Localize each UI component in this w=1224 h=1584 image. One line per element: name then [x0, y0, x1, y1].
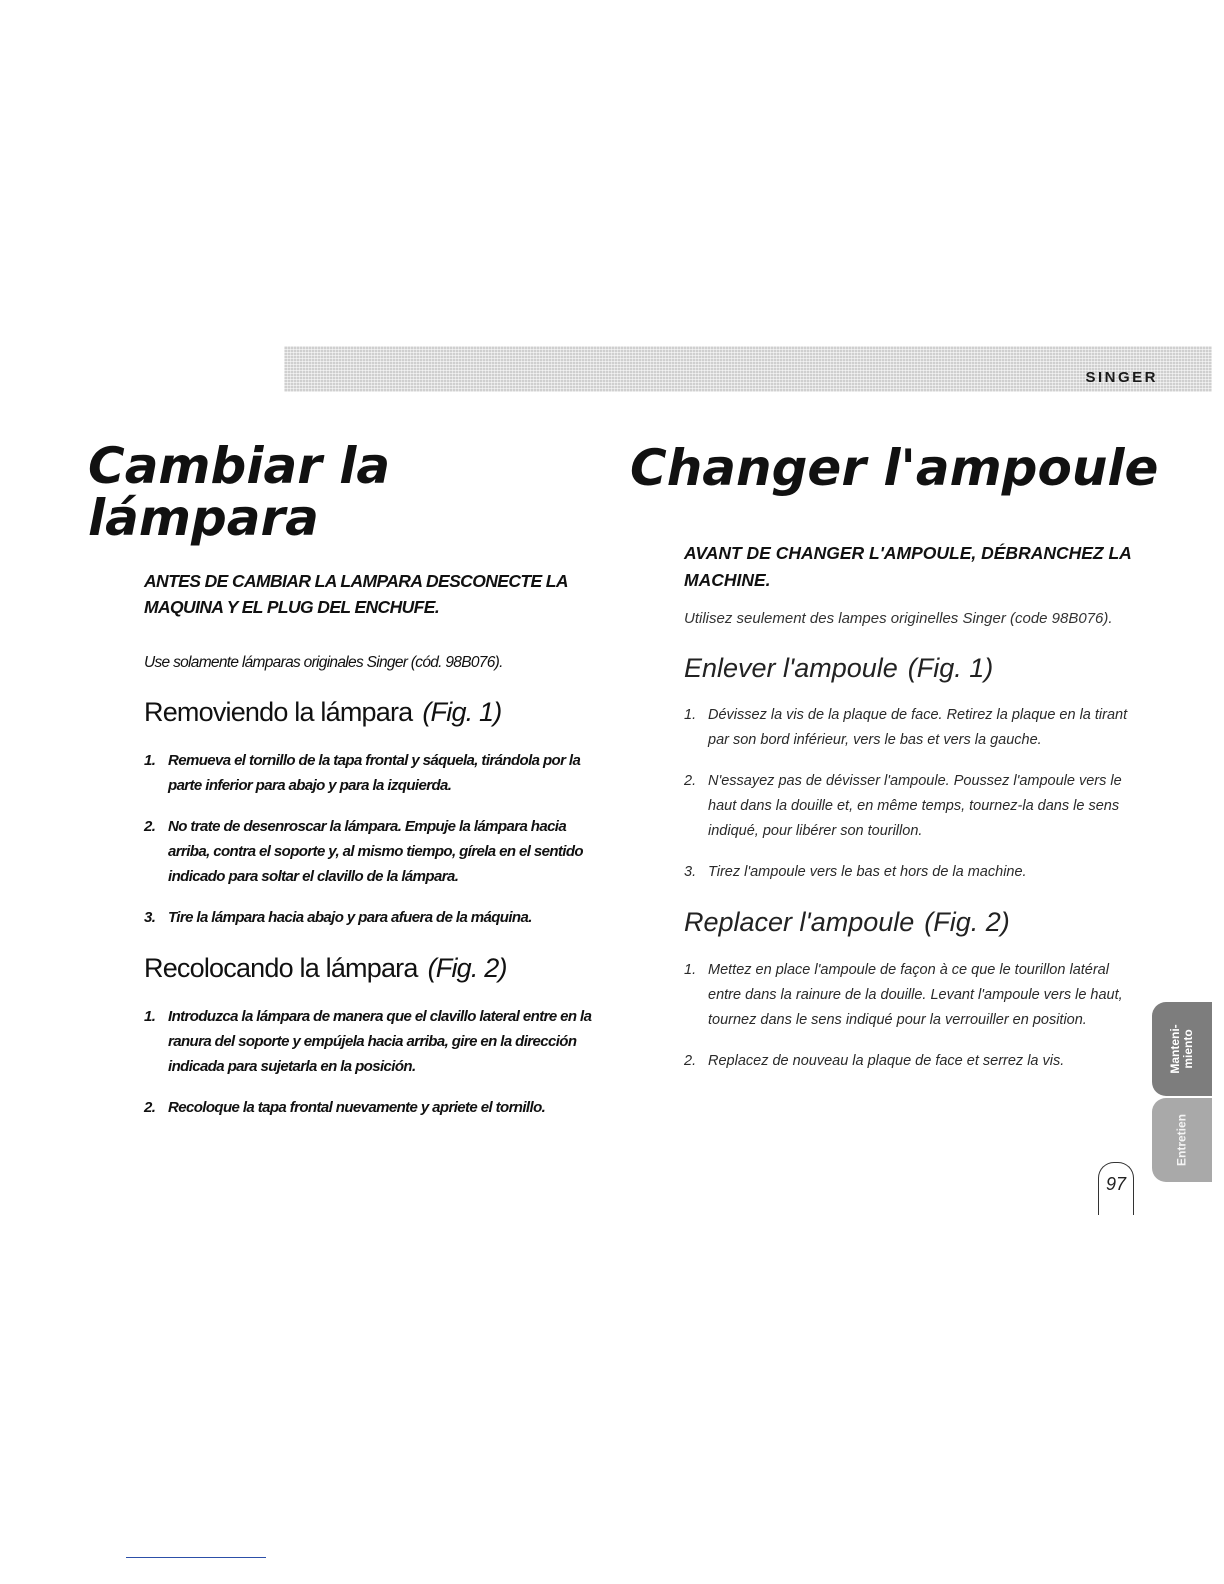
page-title-spanish: Cambiar la lámpara: [88, 437, 391, 547]
page-number: 97: [1098, 1162, 1134, 1215]
section-heading-remove-spanish: [144, 696, 501, 728]
step-text: Tire la lámpara hacia abajo y para afuera de la máquina.: [168, 909, 532, 926]
step-text: Replacez de nouveau la plaque de face et serrez la vis.: [708, 1053, 1065, 1069]
step-text: Introduzca la lámpara de manera que el clavillo lateral entre en la ranura del soporte y empújela hacia arriba, gire en la dirección indicada para sujetarla en la posición.: [168, 1008, 592, 1075]
page-title-french: Changer l'ampoule: [630, 439, 1159, 497]
step-text: No trate de desenroscar la lámpara. Empuje la lámpara hacia arriba, contra el soporte y, al mismo tiempo, gírela en el sentido indicado para soltar el clavillo de la lámpara.: [168, 818, 583, 885]
list-item: [144, 905, 592, 930]
step-number: 3.: [684, 864, 697, 880]
step-number: 3.: [144, 909, 156, 926]
step-number: 2.: [144, 818, 156, 835]
step-number: 2.: [144, 1099, 156, 1116]
figure-ref: (Fig. 1): [422, 697, 502, 727]
list-item: [144, 1095, 592, 1120]
figure-ref: (Fig. 2): [427, 953, 507, 983]
list-item: [144, 814, 592, 889]
steps-remove-spanish: [144, 748, 592, 946]
step-text: Tirez l'ampoule vers le bas et hors de la machine.: [708, 864, 1027, 880]
warning-spanish: ANTES DE CAMBIAR LA LAMPARA DESCONECTE LA MAQUINA Y EL PLUG DEL ENCHUFE.: [144, 571, 568, 617]
section-heading-replace-spanish: [144, 952, 507, 984]
steps-replace-french: [684, 958, 1134, 1090]
footer-rule: [126, 1557, 266, 1558]
section-tab-entretien[interactable]: [1152, 1098, 1212, 1182]
step-text: Recoloque la tapa frontal nuevamente y apriete el tornillo.: [168, 1099, 546, 1116]
list-item: [144, 1004, 592, 1079]
note-spanish: Use solamente lámparas originales Singer (cód. 98B076).: [144, 654, 503, 671]
steps-remove-french: [684, 703, 1134, 901]
list-item: [684, 860, 1134, 885]
tab-label-line: miento: [1181, 1029, 1195, 1069]
tab-label: Entretien: [1174, 1113, 1189, 1167]
figure-ref: (Fig. 1): [907, 653, 994, 683]
list-item: [684, 958, 1134, 1033]
step-number: 1.: [144, 752, 156, 769]
section-heading-replace-french: [684, 906, 1010, 938]
section-heading-remove-french: [684, 652, 993, 684]
step-number: 2.: [684, 773, 697, 789]
header-banner: [284, 346, 1212, 392]
list-item: [684, 1049, 1134, 1074]
warning-french: AVANT DE CHANGER L'AMPOULE, DÉBRANCHEZ LA MACHINE.: [684, 543, 1132, 590]
step-number: 2.: [684, 1053, 697, 1069]
step-number: 1.: [684, 962, 697, 978]
step-text: Mettez en place l'ampoule de façon à ce que le tourillon latéral entre dans la rainure de la douille. Levant l'ampoule vers le haut, tournez dans le sens indiqué pour la verrouiller en position.: [708, 962, 1123, 1028]
heading-text: Replacer l'ampoule: [684, 907, 915, 937]
figure-ref: (Fig. 2): [924, 907, 1010, 937]
list-item: [684, 769, 1134, 844]
step-number: 1.: [144, 1008, 156, 1025]
steps-replace-spanish: [144, 1004, 592, 1136]
list-item: [144, 748, 592, 798]
step-text: Dévissez la vis de la plaque de face. Retirez la plaque en la tirant par son bord inférieur, vers le bas et vers la gauche.: [708, 707, 1128, 748]
step-number: 1.: [684, 707, 697, 723]
section-tab-mantenimiento[interactable]: [1152, 1002, 1212, 1096]
heading-text: Recolocando la lámpara: [144, 953, 418, 983]
tab-label-line: Manteni-: [1168, 1024, 1182, 1074]
tab-label: [1169, 1024, 1195, 1073]
list-item: [684, 703, 1134, 753]
note-french: Utilisez seulement des lampes originelles Singer (code 98B076).: [684, 610, 1113, 627]
step-text: N'essayez pas de dévisser l'ampoule. Poussez l'ampoule vers le haut dans la douille et, en même temps, tournez-la dans le sens indiqué, pour libérer son tourillon.: [708, 773, 1122, 839]
step-text: Remueva el tornillo de la tapa frontal y sáquela, tirándola por la parte inferior para abajo y para la izquierda.: [168, 752, 581, 794]
heading-text: Removiendo la lámpara: [144, 697, 413, 727]
heading-text: Enlever l'ampoule: [684, 653, 898, 683]
brand-logo: SINGER: [1085, 369, 1158, 386]
